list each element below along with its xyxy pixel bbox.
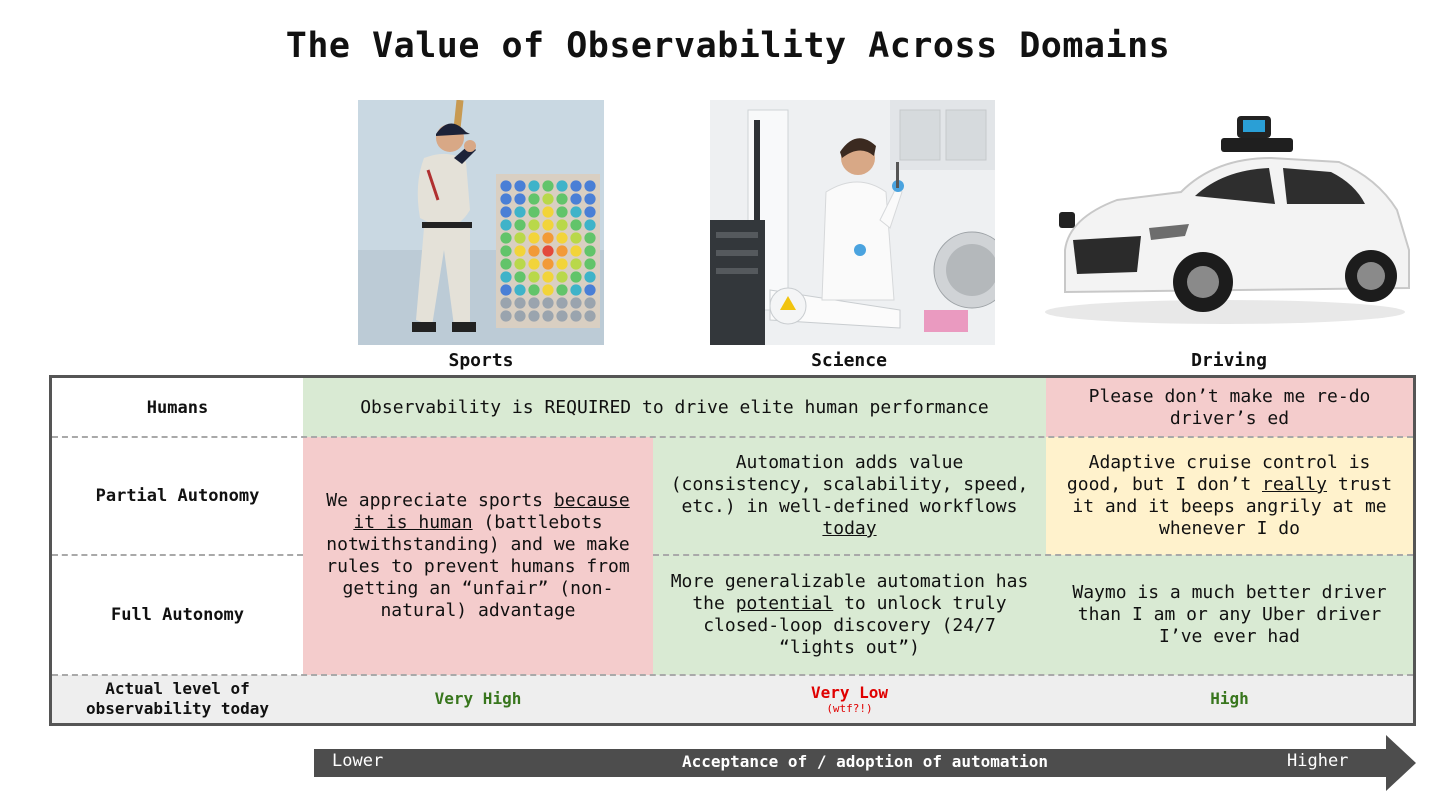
heat-map-dot	[584, 297, 595, 308]
row-header-full-autonomy: Full Autonomy	[110, 605, 245, 625]
heat-map-dot	[514, 232, 525, 243]
heat-map-dot	[570, 193, 581, 204]
row-divider	[52, 436, 1413, 438]
heat-map-dot	[584, 271, 595, 282]
heat-map-dot	[584, 193, 595, 204]
heat-map-dot	[584, 258, 595, 269]
heat-map-dot	[500, 180, 511, 191]
row-divider	[52, 674, 1413, 676]
heat-map-dot	[570, 258, 581, 269]
column-label-science: Science	[811, 350, 887, 371]
cell-full-science	[653, 555, 1046, 675]
heat-map-dot	[500, 206, 511, 217]
cell-humans-sports-science: Observability is REQUIRED to drive elite human performance	[303, 378, 1046, 437]
heat-map-dot	[556, 297, 567, 308]
full-science-part2: to unlock truly closed-loop discovery (24/7 “lights out”)	[703, 593, 1007, 658]
heat-map-dot	[556, 219, 567, 230]
heat-map-dot	[500, 271, 511, 282]
partial-driving-part2: trust it and it beeps angrily at me whenever I do	[1072, 474, 1393, 539]
heat-map-dot	[528, 245, 539, 256]
heat-map-dot	[528, 232, 539, 243]
full-science-part1: More generalizable automation has the	[670, 571, 1029, 614]
level-science-value: Very Low	[810, 682, 889, 702]
heat-map-dot	[556, 310, 567, 321]
automation-adoption-arrow	[314, 735, 1416, 791]
heat-map-dot	[556, 258, 567, 269]
arrow-center-label: Acceptance of / adoption of automation	[681, 752, 1049, 771]
heat-map-dot	[542, 206, 553, 217]
heat-map-dot	[500, 245, 511, 256]
row-divider	[653, 554, 1413, 556]
level-sports: Very High	[434, 689, 522, 708]
partial-science-part1: Automation adds value (consistency, scalability, speed, etc.) in well-defined workflows	[670, 452, 1029, 517]
heat-map-dot	[514, 258, 525, 269]
heat-map-dot	[500, 219, 511, 230]
heat-map-dot	[528, 219, 539, 230]
heat-map-dot	[556, 284, 567, 295]
heat-map-dot	[556, 271, 567, 282]
level-science-note: (wtf?!)	[826, 701, 873, 715]
heat-map-dot	[528, 310, 539, 321]
row-header-humans: Humans	[146, 397, 209, 418]
heat-map-dot	[584, 219, 595, 230]
row-header-partial-autonomy: Partial Autonomy	[95, 486, 260, 506]
heat-map-dot	[542, 258, 553, 269]
laboratory-illustration	[710, 100, 995, 345]
waymo-car-image	[1025, 100, 1415, 332]
heat-map-dot	[514, 271, 525, 282]
heat-map-dot	[514, 193, 525, 204]
heat-map-dot	[528, 193, 539, 204]
heat-map-dot	[570, 284, 581, 295]
heat-map-dot	[500, 232, 511, 243]
heat-map-dot	[556, 206, 567, 217]
partial-driving-text	[1060, 452, 1399, 540]
car-illustration	[1025, 100, 1415, 332]
full-science-underlined: potential	[735, 593, 834, 614]
heat-map-dot	[556, 180, 567, 191]
sports-text-part1: We appreciate sports	[326, 490, 554, 511]
heat-map-dot	[556, 193, 567, 204]
arrow-lower-label: Lower	[332, 751, 384, 771]
sports-autonomy-text	[317, 490, 639, 622]
heat-map-dot	[528, 206, 539, 217]
cell-humans-driving: Please don’t make me re-do driver’s ed	[1046, 378, 1413, 437]
level-science	[653, 675, 1046, 723]
heat-map-dot	[542, 193, 553, 204]
level-driving: High	[1210, 689, 1249, 708]
heat-map-dot	[584, 310, 595, 321]
heat-map-dot	[570, 219, 581, 230]
heat-map-dot	[542, 284, 553, 295]
full-science-text	[667, 571, 1032, 659]
heat-map-dot	[500, 193, 511, 204]
heat-map-dot	[542, 245, 553, 256]
heat-map-dot	[542, 219, 553, 230]
heat-map-dot	[514, 206, 525, 217]
heat-map-dot	[514, 297, 525, 308]
partial-driving-part1: Adaptive cruise control is good, but I don’t	[1066, 452, 1371, 495]
sports-text-underlined: because it is human	[353, 490, 630, 533]
heat-map-dot	[514, 219, 525, 230]
heat-map-dot	[528, 297, 539, 308]
heat-map-dot	[528, 271, 539, 282]
partial-science-underlined: today	[822, 518, 877, 539]
observability-table	[49, 375, 1416, 726]
heat-map-dot	[570, 245, 581, 256]
cell-sports-autonomy	[303, 437, 653, 675]
heat-map-dot	[556, 232, 567, 243]
cell-partial-science	[653, 437, 1046, 555]
arrow-higher-label: Higher	[1287, 751, 1349, 771]
page-title: The Value of Observability Across Domains	[285, 26, 1171, 66]
heat-map-dot	[584, 180, 595, 191]
heat-map-dot	[542, 310, 553, 321]
column-label-driving: Driving	[1191, 350, 1267, 371]
baseball-illustration	[358, 100, 604, 345]
cell-full-driving: Waymo is a much better driver than I am or any Uber driver I’ve ever had	[1046, 555, 1413, 675]
heat-map-dot	[556, 245, 567, 256]
heat-map-dot	[542, 297, 553, 308]
row-header-actual-level: Actual level of observability today	[85, 679, 270, 718]
heat-map-dot	[570, 271, 581, 282]
heat-map-dot	[542, 180, 553, 191]
sports-text-part2: (battlebots notwithstanding) and we make rules to prevent humans from getting an “unfair” (non-natural) advantage	[326, 512, 630, 621]
heat-map-dot	[514, 245, 525, 256]
heat-map-dot	[528, 180, 539, 191]
heat-map-dot	[570, 297, 581, 308]
heat-map-dot	[528, 284, 539, 295]
heat-map-dot	[570, 232, 581, 243]
heat-map-dot	[570, 180, 581, 191]
heat-map-dot	[500, 310, 511, 321]
heat-map-dot	[500, 284, 511, 295]
partial-driving-underlined: really	[1262, 474, 1328, 495]
heat-map-dot	[500, 258, 511, 269]
heat-map-dot	[570, 310, 581, 321]
row-divider	[52, 554, 303, 556]
heat-map-dot	[500, 297, 511, 308]
column-label-sports: Sports	[448, 350, 514, 371]
cell-partial-driving	[1046, 437, 1413, 555]
heat-map-dot	[528, 258, 539, 269]
heat-map-dot	[584, 284, 595, 295]
heat-map-dot	[584, 232, 595, 243]
heat-map-dot	[584, 245, 595, 256]
heat-map-dot	[514, 180, 525, 191]
heat-map-dot	[542, 232, 553, 243]
baseball-batter-image	[358, 100, 604, 345]
heat-map-dot	[514, 310, 525, 321]
lab-scientist-image	[710, 100, 995, 345]
partial-science-text	[667, 452, 1032, 540]
heat-map-dot	[514, 284, 525, 295]
heat-map-dot	[570, 206, 581, 217]
heat-map-dot	[542, 271, 553, 282]
heat-map-dot	[584, 206, 595, 217]
